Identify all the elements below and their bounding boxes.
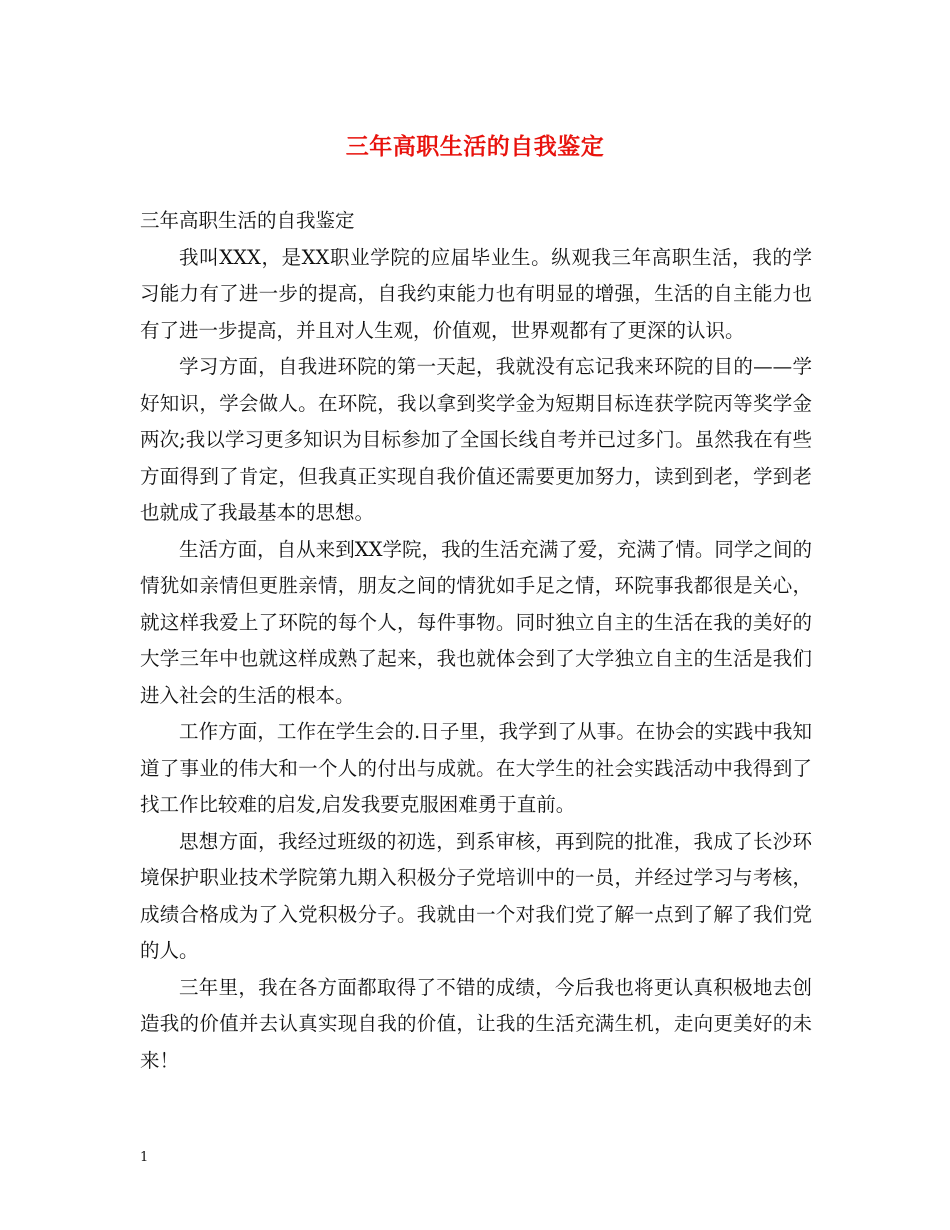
page-number: 1	[140, 1150, 149, 1165]
document-body	[140, 203, 812, 1079]
paragraph-intro: 我叫XXX，是XX职业学院的应届毕业生。纵观我三年高职生活，我的学习能力有了进一步的提高，自我约束能力也有明显的增强，生活的自主能力也有了进一步提高，并且对人生观，价值观，世界观都有了更深的认识。	[140, 245, 812, 342]
paragraph-study: 学习方面，自我进环院的第一天起，我就没有忘记我来环院的目的——学好知识，学会做人。在环院，我以拿到奖学金为短期目标连获学院丙等奖学金两次;我以学习更多知识为目标参加了全国长线自考并已过多门。虽然我在有些方面得到了肯定，但我真正实现自我价值还需要更加努力，读到到老，学到老也就成了我最基本的思想。	[140, 355, 812, 524]
paragraph-conclusion: 三年里，我在各方面都取得了不错的成绩，今后我也将更认真积极地去创造我的价值并去认真实现自我的价值，让我的生活充满生机，走向更美好的未来！	[140, 975, 812, 1072]
document-subtitle: 三年高职生活的自我鉴定	[140, 209, 355, 232]
paragraph-work: 工作方面，工作在学生会的.日子里，我学到了从事。在协会的实践中我知道了事业的伟大和一个人的付出与成就。在大学生的社会实践活动中我得到了找工作比较难的启发,启发我要克服困难勇于直前。	[140, 720, 812, 816]
paragraph-thought: 思想方面，我经过班级的初选，到系审核，再到院的批准，我成了长沙环境保护职业技术学院第九期入积极分子党培训中的一员，并经过学习与考核，成绩合格成为了入党积极分子。我就由一个对我们党了解一点到了解了我们党的人。	[140, 829, 812, 962]
paragraph-life: 生活方面，自从来到XX学院，我的生活充满了爱，充满了情。同学之间的情犹如亲情但更胜亲情，朋友之间的情犹如手足之情，环院事我都很是关心，就这样我爱上了环院的每个人，每件事物。同时独立自主的生活在我的美好的大学三年中也就这样成熟了起来，我也就体会到了大学独立自主的生活是我们进入社会的生活的根本。	[140, 537, 812, 707]
document-title: 三年高职生活的自我鉴定	[345, 133, 605, 160]
